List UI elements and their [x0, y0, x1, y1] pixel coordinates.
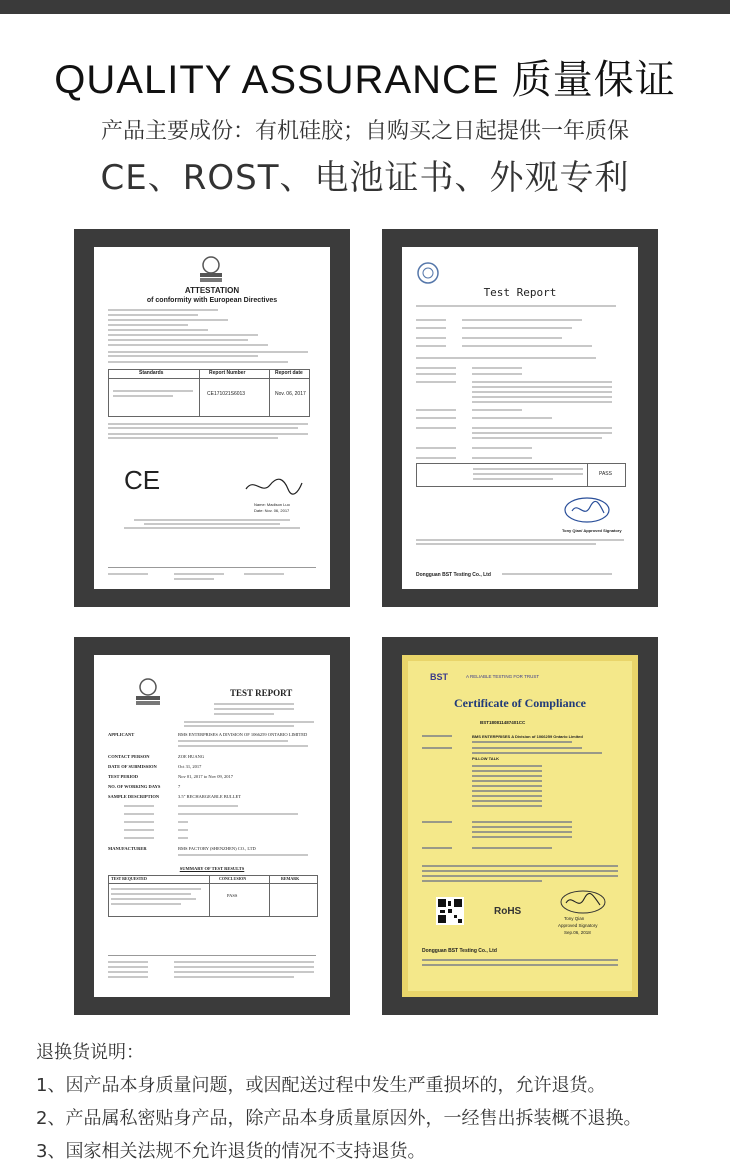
- return-policy-heading: 退换货说明：: [36, 1042, 144, 1063]
- certificate-frame-attestation: [74, 229, 350, 607]
- approval-stamp-icon: [562, 495, 612, 525]
- signer-name: Name: Madison Luo: [254, 502, 290, 507]
- top-bar: [0, 0, 730, 14]
- page-title: QUALITY ASSURANCE 质量保证: [54, 58, 676, 102]
- bst-seal-icon: [416, 261, 440, 285]
- row-label-days: NO. OF WORKING DAYS: [108, 784, 161, 789]
- summary-header-remark: REMARK: [281, 876, 300, 881]
- lab-footer: Dongguan BST Testing Co., Ltd: [416, 572, 491, 578]
- bureau-veritas-logo-icon: [196, 255, 226, 283]
- bst-brand: BST: [430, 672, 448, 682]
- report-number-value: CE171021S6013: [207, 391, 246, 397]
- bureau-veritas-logo-icon: [134, 677, 162, 707]
- test-report-title: Test Report: [483, 286, 557, 299]
- row-value-contact: ZOE HUANG: [178, 754, 205, 759]
- signer-role: Approved Signatory: [558, 923, 598, 928]
- signer-name: Tony Qian: [564, 916, 585, 921]
- signer-date: Date: Nov. 06, 2017: [254, 508, 290, 513]
- row-label-manufacturer: MANUFACTURER: [108, 846, 147, 851]
- row-value-manufacturer: BMS FACTORY (SHENZHEN) CO., LTD: [178, 846, 256, 851]
- bv-report-title: TEST REPORT: [230, 688, 293, 698]
- certificate-paper: [94, 655, 330, 997]
- qr-code-icon: [436, 897, 464, 925]
- row-value-submission: Oct 31, 2017: [178, 764, 202, 769]
- row-label-submission: DATE OF SUBMISSION: [108, 764, 157, 769]
- summary-table: [108, 875, 318, 917]
- table-header-report-number: Report Number: [209, 370, 246, 376]
- rohs-mark: RoHS: [494, 906, 522, 917]
- standards-table: [108, 369, 310, 417]
- material-warranty-text: 产品主要成份：有机硅胶；自购买之日起提供一年质保: [100, 119, 629, 144]
- certificate-frame-bv-test-report: [74, 637, 350, 1015]
- conclusion-result: PASS: [599, 471, 612, 477]
- summary-result: PASS: [227, 893, 238, 898]
- row-value-sample: 3.5" RECHARGEABLE BULLET: [178, 794, 241, 799]
- return-policy: [36, 1036, 641, 1168]
- lab-footer: Dongguan BST Testing Co., Ltd: [422, 948, 497, 954]
- report-date-value: Nov. 06, 2017: [275, 391, 306, 397]
- applicant-value: BMS ENTERPRISES A Division of 1066259 Ontario Limited: [472, 734, 583, 739]
- signer-date: Sep.06, 2018: [564, 930, 591, 935]
- summary-header-test: TEST REQUESTED: [111, 876, 147, 881]
- bst-tagline: A RELIABLE TESTING FOR TRUST: [466, 674, 540, 679]
- certificate-paper: [402, 655, 638, 997]
- row-label-applicant: APPLICANT: [108, 732, 135, 737]
- conclusion-box: [416, 463, 626, 487]
- return-policy-item: 3、国家相关法规不允许退货的情况不支持退货。: [36, 1141, 426, 1162]
- row-value-days: 7: [178, 784, 181, 789]
- table-header-report-date: Report date: [275, 370, 303, 376]
- return-policy-item: 1、因产品本身质量问题，或因配送过程中发生严重损坏的，允许退货。: [36, 1075, 606, 1096]
- ce-mark: CE: [124, 465, 161, 495]
- certifications-list: CE、ROST、电池证书、外观专利: [100, 158, 630, 198]
- compliance-title: Certificate of Compliance: [454, 696, 586, 710]
- row-label-contact: CONTACT PERSON: [108, 754, 150, 759]
- row-value-applicant: BMS ENTERPRISES A DIVISION OF 1066259 ONTARIO LIMITED: [178, 732, 308, 737]
- row-label-period: TEST PERIOD: [108, 774, 139, 779]
- row-label-sample: SAMPLE DESCRIPTION: [108, 794, 160, 799]
- certificate-paper: [402, 247, 638, 589]
- return-policy-item: 2、产品属私密贴身产品，除产品本身质量原因外，一经售出拆装概不退换。: [36, 1108, 642, 1129]
- summary-title: SUMMARY OF TEST RESULTS: [179, 866, 245, 871]
- product-value: PILLOW TALK: [472, 756, 500, 761]
- summary-header-conclusion: CONCLUSION: [219, 876, 247, 881]
- signature-icon: [558, 889, 608, 915]
- certificate-frame-compliance: [382, 637, 658, 1015]
- certificate-paper: [94, 247, 330, 589]
- signature-caption: Tony Qian/ Approved Signatory: [562, 528, 622, 533]
- attestation-title: ATTESTATION: [184, 286, 240, 295]
- certificate-frame-test-report: [382, 229, 658, 607]
- certificate-number: BST180811487401CC: [480, 720, 526, 725]
- table-header-standards: Standards: [139, 370, 164, 376]
- row-value-period: Nov 01, 2017 to Nov 09, 2017: [178, 774, 233, 779]
- attestation-subtitle: of conformity with European Directives: [146, 297, 278, 304]
- signature-icon: [244, 475, 304, 497]
